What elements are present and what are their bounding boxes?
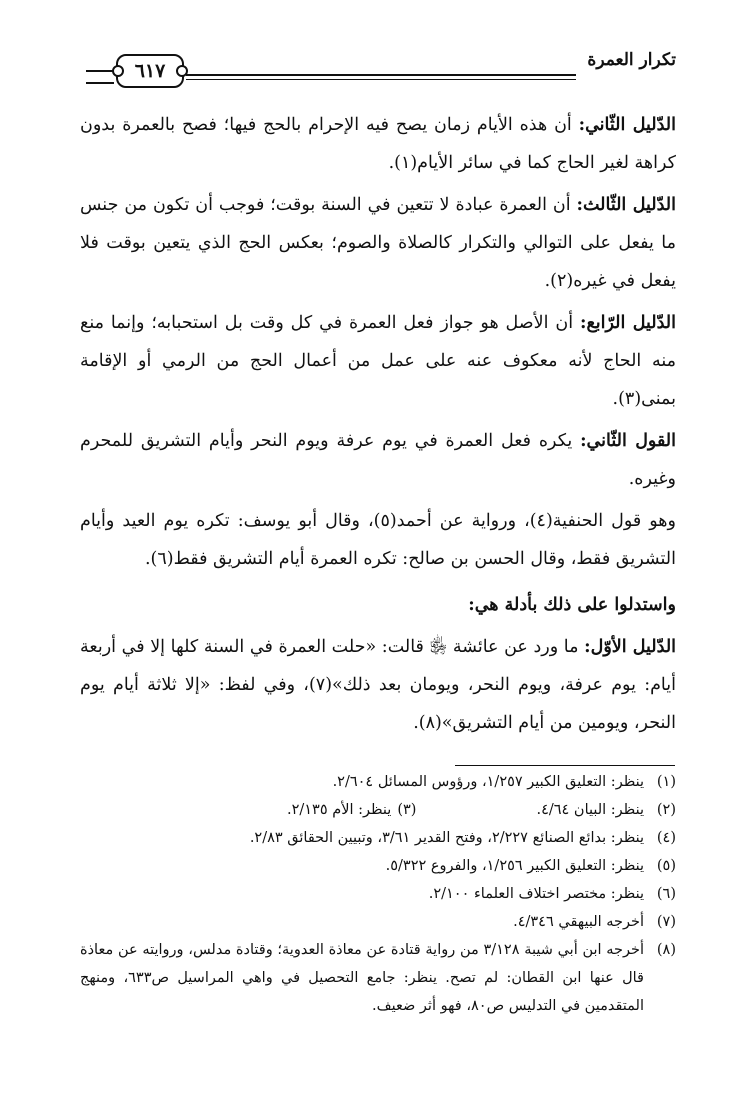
page-header <box>86 48 676 88</box>
section-heading: واستدلوا على ذلك بأدلة هي: <box>468 595 676 615</box>
header-ornament <box>86 70 114 84</box>
footnote-text: أخرجه ابن أبي شيبة ٣/١٢٨ من رواية قتادة عن معاذة العدوية؛ وقتادة مدلس، وروايته عن معاذة قال عنها ابن القطان: لم تصح. ينظر: جامع التحصيل في واهي المراسيل ص٦٣٣، ومنهج المتقدمين في التدليس ص٨٠، فهو أثر ضعيف. <box>80 942 644 1014</box>
footnote <box>80 768 676 796</box>
footnote <box>80 908 676 936</box>
footnote-text <box>80 796 644 824</box>
paragraph-text: وهو قول الحنفية(٤)، ورواية عن أحمد(٥)، وقال أبو يوسف: تكره يوم العيد وأيام التشريق فقط، وقال الحسن بن صالح: تكره العمرة أيام التشريق فقط(٦). <box>80 511 676 569</box>
paragraph-lead: القول الثّاني: <box>580 431 676 451</box>
paragraph <box>80 186 676 300</box>
paragraph-text: أن العمرة عبادة لا تتعين في السنة بوقت؛ فوجب أن تكون من جنس ما يفعل على التوالي والتكرار كالصلاة والصوم؛ بعكس الحج الذي يتعين بوقت فلا يفعل في غيره(٢). <box>80 195 676 291</box>
paragraph-text: أن الأصل هو جواز فعل العمرة في كل وقت بل استحبابه؛ وإنما منع منه الحاج لأنه معكوف عنه على عمل من أعمال الحج من الرمي أو الإقامة بمنى(٣). <box>80 313 676 409</box>
footnote <box>80 824 676 852</box>
footnote-number: (٥) <box>656 858 676 874</box>
footnote-number: (٦) <box>656 886 676 902</box>
paragraph <box>80 422 676 498</box>
page-number: ٦١٧ <box>116 54 184 88</box>
paragraph-lead: الدّليل الثّاني: <box>578 115 676 135</box>
paragraph-text: أن هذه الأيام زمان يصح فيه الإحرام بالحج فيها؛ فصح بالعمرة بدون كراهة لغير الحاج كما في سائر الأيام(١). <box>80 115 676 173</box>
footnote <box>80 936 676 1020</box>
footnote-text-part: ينظر: الأم ٢/١٣٥. <box>286 802 392 818</box>
paragraph-text: ما ورد عن عائشة ﵂ قالت: «حلت العمرة في السنة كلها إلا في أربعة أيام: يوم عرفة، ويوم النحر، ويومان بعد ذلك»(٧)، وفي لفظ: «إلا ثلاثة أيام يوم النحر، ويومين من أيام التشريق»(٨). <box>80 637 676 733</box>
paragraph-lead: الدّليل الأوّل: <box>584 637 677 657</box>
footnote-number: (٢) <box>656 802 676 818</box>
footnote-separator <box>455 765 675 766</box>
footnote-number: (١) <box>656 774 676 790</box>
chapter-title: تكرار العمرة <box>587 50 676 70</box>
footnote-text: أخرجه البيهقي ٤/٣٤٦. <box>513 914 644 930</box>
paragraph <box>80 106 676 182</box>
header-rule <box>186 74 576 76</box>
footnote-number: (٨) <box>656 942 676 958</box>
footnote-text: ينظر: مختصر اختلاف العلماء ٢/١٠٠. <box>428 886 644 902</box>
footnote <box>80 852 676 880</box>
footnote <box>80 880 676 908</box>
footnote-text: ينظر: بدائع الصنائع ٢/٢٢٧، وفتح القدير ٣/٦١، وتبيين الحقائق ٢/٨٣. <box>249 830 644 846</box>
paragraph-lead: الدّليل الثّالث: <box>576 195 676 215</box>
paragraph <box>80 304 676 418</box>
paragraph <box>80 628 676 742</box>
footnote-text: ينظر: التعليق الكبير ١/٢٥٧، ورؤوس المسائل ٢/٦٠٤. <box>332 774 644 790</box>
footnotes <box>80 768 676 1020</box>
footnote-text-part: ينظر: البيان ٤/٦٤. <box>536 802 644 818</box>
header-rule-thin <box>186 79 576 80</box>
paragraph <box>80 502 676 578</box>
main-text <box>80 106 676 746</box>
footnote-number: (٤) <box>656 830 676 846</box>
paragraph-lead: الدّليل الرّابع: <box>579 313 676 333</box>
footnote <box>80 796 676 824</box>
paragraph-text: يكره فعل العمرة في يوم عرفة ويوم النحر وأيام التشريق للمحرم وغيره. <box>80 431 676 489</box>
footnote-number: (٣) <box>397 802 417 818</box>
footnote-number: (٧) <box>656 914 676 930</box>
footnote-text: ينظر: التعليق الكبير ١/٢٥٦، والفروع ٥/٣٢٢. <box>385 858 644 874</box>
